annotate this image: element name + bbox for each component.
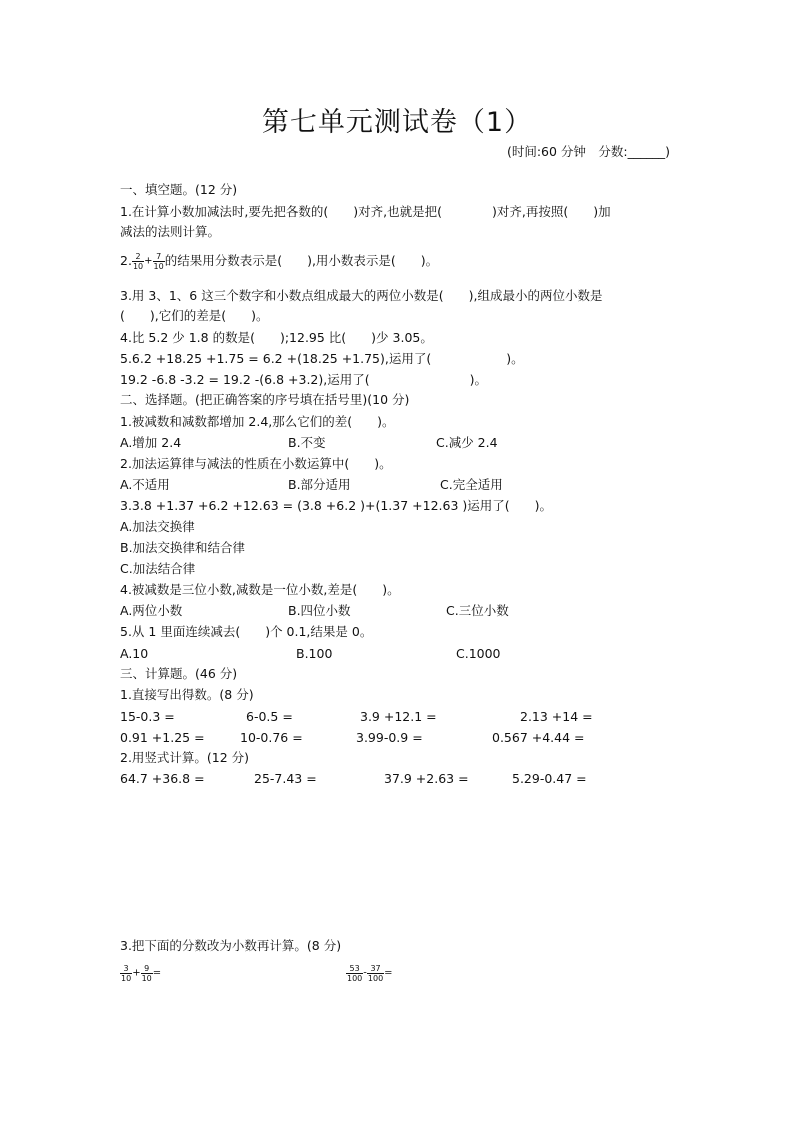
- fraction-numerator: 37: [367, 964, 384, 974]
- fraction-denominator: 10: [132, 262, 144, 271]
- choice-4-option-b: B.四位小数: [288, 603, 351, 618]
- choice-5-option-b: B.100: [296, 646, 333, 661]
- part-1-heading: 1.直接写出得数。(8 分): [120, 687, 254, 702]
- fraction-53-100: [346, 964, 363, 983]
- choice-3-option-a: A.加法交换律: [120, 519, 195, 534]
- part-2-heading: 2.用竖式计算。(12 分): [120, 750, 250, 765]
- question-3-line-1: 3.用 3、1、6 这三个数字和小数点组成最大的两位小数是( ),组成最小的两位小数是: [120, 288, 603, 303]
- mental-calc-item: 2.13 +14 =: [520, 709, 593, 724]
- vertical-calc-item: 37.9 +2.63 =: [384, 771, 469, 786]
- choice-question-4: 4.被减数是三位小数,减数是一位小数,差是( )。: [120, 582, 400, 597]
- fraction-numerator: 2: [132, 252, 144, 262]
- section-3-heading: 三、计算题。(46 分): [120, 666, 238, 681]
- question-4: 4.比 5.2 少 1.8 的数是( );12.95 比( )少 3.05。: [120, 330, 433, 345]
- choice-1-option-c: C.减少 2.4: [436, 435, 498, 450]
- question-5: 5.6.2 +18.25 +1.75 = 6.2 +(18.25 +1.75),运用了( )。: [120, 351, 524, 366]
- minus-operator: -: [363, 967, 367, 979]
- fraction-numerator: 3: [120, 964, 132, 974]
- mental-calc-item: 6-0.5 =: [246, 709, 293, 724]
- question-2-suffix: 的结果用分数表示是( ),用小数表示是( )。: [164, 253, 439, 268]
- fraction-9-10: [141, 964, 153, 983]
- fraction-expression-1: [120, 964, 161, 983]
- fraction-7-10: [153, 252, 165, 271]
- question-1-line-2: 减法的法则计算。: [120, 224, 221, 239]
- choice-3-option-b: B.加法交换律和结合律: [120, 540, 246, 555]
- vertical-calc-item: 25-7.43 =: [254, 771, 317, 786]
- choice-question-2: 2.加法运算律与减法的性质在小数运算中( )。: [120, 456, 392, 471]
- fraction-3-10: [120, 964, 132, 983]
- section-2-heading: 二、选择题。(把正确答案的序号填在括号里)(10 分): [120, 392, 410, 407]
- vertical-calc-item: 64.7 +36.8 =: [120, 771, 205, 786]
- choice-2-option-b: B.部分适用: [288, 477, 351, 492]
- choice-question-5: 5.从 1 里面连续减去( )个 0.1,结果是 0。: [120, 624, 373, 639]
- mental-calc-item: 15-0.3 =: [120, 709, 175, 724]
- fraction-numerator: 7: [153, 252, 165, 262]
- choice-1-option-a: A.增加 2.4: [120, 435, 182, 450]
- page-title: 第七单元测试卷（1）: [261, 107, 533, 138]
- question-6: 19.2 -6.8 -3.2 = 19.2 -(6.8 +3.2),运用了( )。: [120, 372, 487, 387]
- fraction-expression-2: [346, 964, 393, 983]
- fraction-37-100: [367, 964, 384, 983]
- choice-4-option-c: C.三位小数: [446, 603, 509, 618]
- choice-5-option-a: A.10: [120, 646, 149, 661]
- fraction-numerator: 9: [141, 964, 153, 974]
- question-2: [120, 252, 438, 271]
- fraction-denominator: 100: [347, 974, 363, 983]
- equals-sign: =: [384, 967, 393, 979]
- mental-calc-item: 0.91 +1.25 =: [120, 730, 205, 745]
- fraction-denominator: 100: [367, 974, 384, 983]
- question-1-line-1: 1.在计算小数加减法时,要先把各数的( )对齐,也就是把( )对齐,再按照( )加: [120, 204, 611, 219]
- choice-5-option-c: C.1000: [456, 646, 501, 661]
- vertical-calc-item: 5.29-0.47 =: [512, 771, 587, 786]
- fraction-denominator: 10: [153, 262, 164, 271]
- choice-2-option-a: A.不适用: [120, 477, 170, 492]
- mental-calc-item: 10-0.76 =: [240, 730, 303, 745]
- fraction-2-10: [132, 252, 144, 271]
- choice-question-1: 1.被减数和减数都增加 2.4,那么它们的差( )。: [120, 414, 395, 429]
- mental-calc-item: 3.9 +12.1 =: [360, 709, 437, 724]
- part-3-heading: 3.把下面的分数改为小数再计算。(8 分): [120, 938, 342, 953]
- choice-1-option-b: B.不变: [288, 435, 326, 450]
- mental-calc-item: 3.99-0.9 =: [356, 730, 423, 745]
- plus-operator: +: [132, 967, 141, 979]
- choice-4-option-a: A.两位小数: [120, 603, 183, 618]
- choice-question-3: 3.3.8 +1.37 +6.2 +12.63 = (3.8 +6.2 )+(1.37 +12.63 )运用了( )。: [120, 498, 553, 513]
- choice-3-option-c: C.加法结合律: [120, 561, 196, 576]
- question-2-prefix: 2.: [120, 253, 132, 268]
- equals-sign: =: [152, 967, 162, 979]
- fraction-denominator: 10: [121, 974, 132, 983]
- mental-calc-item: 0.567 +4.44 =: [492, 730, 585, 745]
- time-score-line: (时间:60 分钟 分数:______): [506, 144, 670, 159]
- choice-2-option-c: C.完全适用: [440, 477, 503, 492]
- plus-operator: +: [144, 255, 153, 267]
- section-1-heading: 一、填空题。(12 分): [120, 182, 238, 197]
- fraction-denominator: 10: [141, 974, 152, 983]
- fraction-numerator: 53: [346, 964, 363, 974]
- question-3-line-2: ( ),它们的差是( )。: [120, 308, 269, 323]
